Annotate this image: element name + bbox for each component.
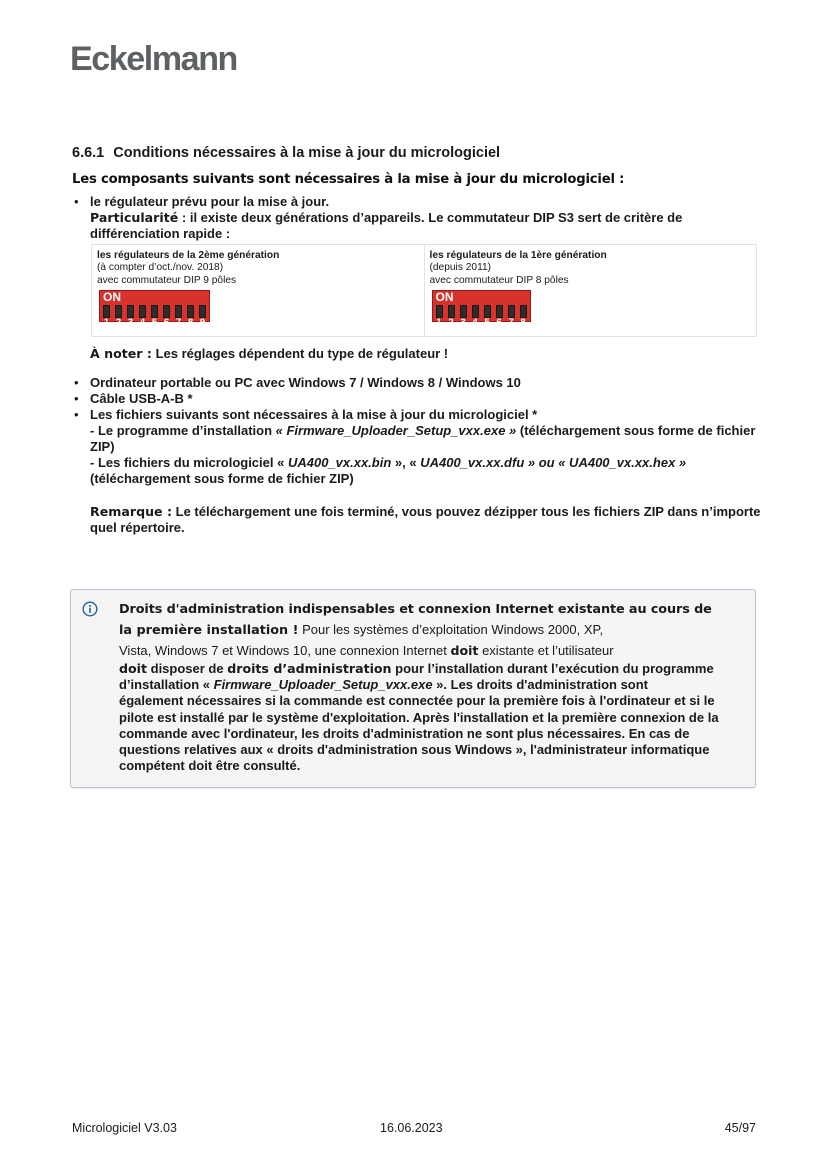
pole-number: 8: [520, 317, 526, 329]
dip-pole-numbers: [103, 318, 206, 328]
footer-page-number: 45/97: [724, 1121, 756, 1135]
info-emphasis: doit: [450, 643, 479, 658]
info-text: ». Les droits d'administration sont: [432, 677, 649, 693]
pole-number: 3: [460, 317, 466, 329]
section-number: 6.6.1: [72, 145, 105, 161]
info-line3: [119, 641, 743, 661]
pole-number: 2: [448, 317, 454, 329]
generation-switch-desc: avec commutateur DIP 9 pôles: [97, 274, 237, 286]
info-rest: également nécessaires si la commande est connectée pour la première fois à l'ordinateur et si le pilote est installé par le système d'exploitation. Après l'installation et la première connexion de la commande avec l'ordinateur, les droits d'administration ne sont plus nécessaires. En cas de questions relatives aux « droits d'administration sous Windows », l'administrateur informatique compétent doit être consulté.: [119, 693, 719, 774]
remark: [90, 504, 762, 536]
info-heading-line2: la première installation !: [119, 623, 299, 638]
pole-number: 9: [199, 317, 206, 329]
info-line2: [119, 620, 743, 641]
special-label: Particularité: [90, 210, 179, 225]
firmware-suffix: (téléchargement sous forme de fichier ZIP): [90, 470, 354, 486]
subheading: Les composants suivants sont nécessaires à la mise à jour du micrologiciel :: [72, 172, 625, 187]
generations-table: [91, 244, 757, 337]
info-filename: Firmware_Uploader_Setup_vxx.exe: [213, 677, 433, 693]
section-title-text: Conditions nécessaires à la mise à jour du micrologiciel: [113, 145, 501, 161]
list-item-cable: • Câble USB-A-B *: [72, 391, 762, 407]
generation-cell-2nd: [92, 245, 425, 337]
note-text: Les réglages dépendent du type de régulateur !: [151, 345, 449, 361]
info-panel: [70, 589, 756, 788]
remark-label: Remarque :: [90, 503, 173, 519]
generation-since: (à compter d’oct./nov. 2018): [97, 262, 224, 274]
pole-number: 3: [127, 317, 134, 329]
firmware-bin-filename: UA400_vx.xx.bin: [287, 454, 392, 470]
pole-number: 4: [139, 317, 146, 329]
generation-title: les régulateurs de la 1ère génération: [429, 250, 607, 261]
pole-number: 4: [472, 317, 478, 329]
info-line4: [119, 661, 743, 677]
files-intro: Les fichiers suivants sont nécessaires à la mise à jour du micrologiciel *: [90, 406, 538, 422]
info-line5: [119, 677, 743, 693]
info-emphasis: droits d’administration: [227, 661, 392, 676]
pole-number: 1: [103, 317, 110, 329]
generation-title: les régulateurs de la 2ème génération: [97, 250, 280, 261]
pole-number: 6: [163, 317, 170, 329]
note: [90, 346, 762, 362]
pole-number: 8: [187, 317, 194, 329]
info-emphasis: doit: [119, 661, 148, 676]
pole-number: 5: [151, 317, 158, 329]
note-label: À noter :: [90, 345, 152, 361]
dip-switch-8-pole-image: [432, 290, 531, 329]
pole-number: 7: [508, 317, 514, 329]
requirements-content: [72, 194, 762, 536]
pole-number: 7: [175, 317, 182, 329]
pole-number: 1: [436, 317, 442, 329]
list-item-regulator: [72, 194, 762, 375]
regulator-text: le régulateur prévu pour la mise à jour.: [90, 194, 330, 209]
info-text: Vista, Windows 7 et Windows 10, une connexion Internet: [119, 643, 451, 658]
firmware-prefix: - Les fichiers du micrologiciel «: [90, 454, 288, 470]
info-icon: [82, 601, 98, 617]
info-text: pour l’installation durant l’exécution du programme: [391, 661, 714, 676]
firmware-separator: », «: [391, 454, 421, 470]
footer-date: 16.06.2023: [380, 1121, 443, 1135]
remark-text: Le téléchargement une fois terminé, vous pouvez dézipper tous les fichiers ZIP dans n’importe quel répertoire.: [90, 503, 761, 535]
installer-filename: « Firmware_Uploader_Setup_vxx.exe »: [275, 422, 517, 438]
special-text: : il existe deux générations d’appareils. Le commutateur DIP S3 sert de critère de différenciation rapide :: [90, 210, 683, 241]
info-heading-line1: Droits d'administration indispensables et connexion Internet existante au cours de: [119, 602, 712, 617]
dip-switch-9-pole-image: [99, 290, 210, 329]
info-text: existante et l’utilisateur: [478, 643, 614, 658]
section-title: [72, 145, 500, 161]
list-item-pc: • Ordinateur portable ou PC avec Windows 7 / Windows 8 / Windows 10: [72, 375, 762, 391]
footer-document-version: Micrologiciel V3.03: [72, 1121, 177, 1135]
dip-pole-numbers: [436, 318, 527, 328]
generation-switch-desc: avec commutateur DIP 8 pôles: [429, 274, 569, 286]
installer-suffix: (téléchargement sous forme de fichier ZIP): [90, 422, 756, 454]
info-text: disposer de: [147, 661, 228, 676]
pole-number: 2: [115, 317, 122, 329]
generation-cell-1st: [424, 245, 757, 337]
pole-number: 6: [496, 317, 502, 329]
installer-prefix: - Le programme d’installation: [90, 422, 276, 438]
pole-number: 5: [484, 317, 490, 329]
firmware-dfu-hex-filenames: UA400_vx.xx.dfu » ou « UA400_vx.xx.hex »: [420, 454, 687, 470]
dip-on-label: ON: [103, 290, 121, 305]
list-item-files: [72, 407, 762, 536]
info-text: d’installation «: [119, 677, 214, 693]
generation-since: (depuis 2011): [429, 262, 492, 274]
requirements-list: [72, 194, 762, 536]
eckelmann-logo: Eckelmann: [70, 40, 237, 78]
info-text: Pour les systèmes d’exploitation Windows 2000, XP,: [298, 622, 604, 637]
dip-on-label: ON: [435, 290, 454, 305]
